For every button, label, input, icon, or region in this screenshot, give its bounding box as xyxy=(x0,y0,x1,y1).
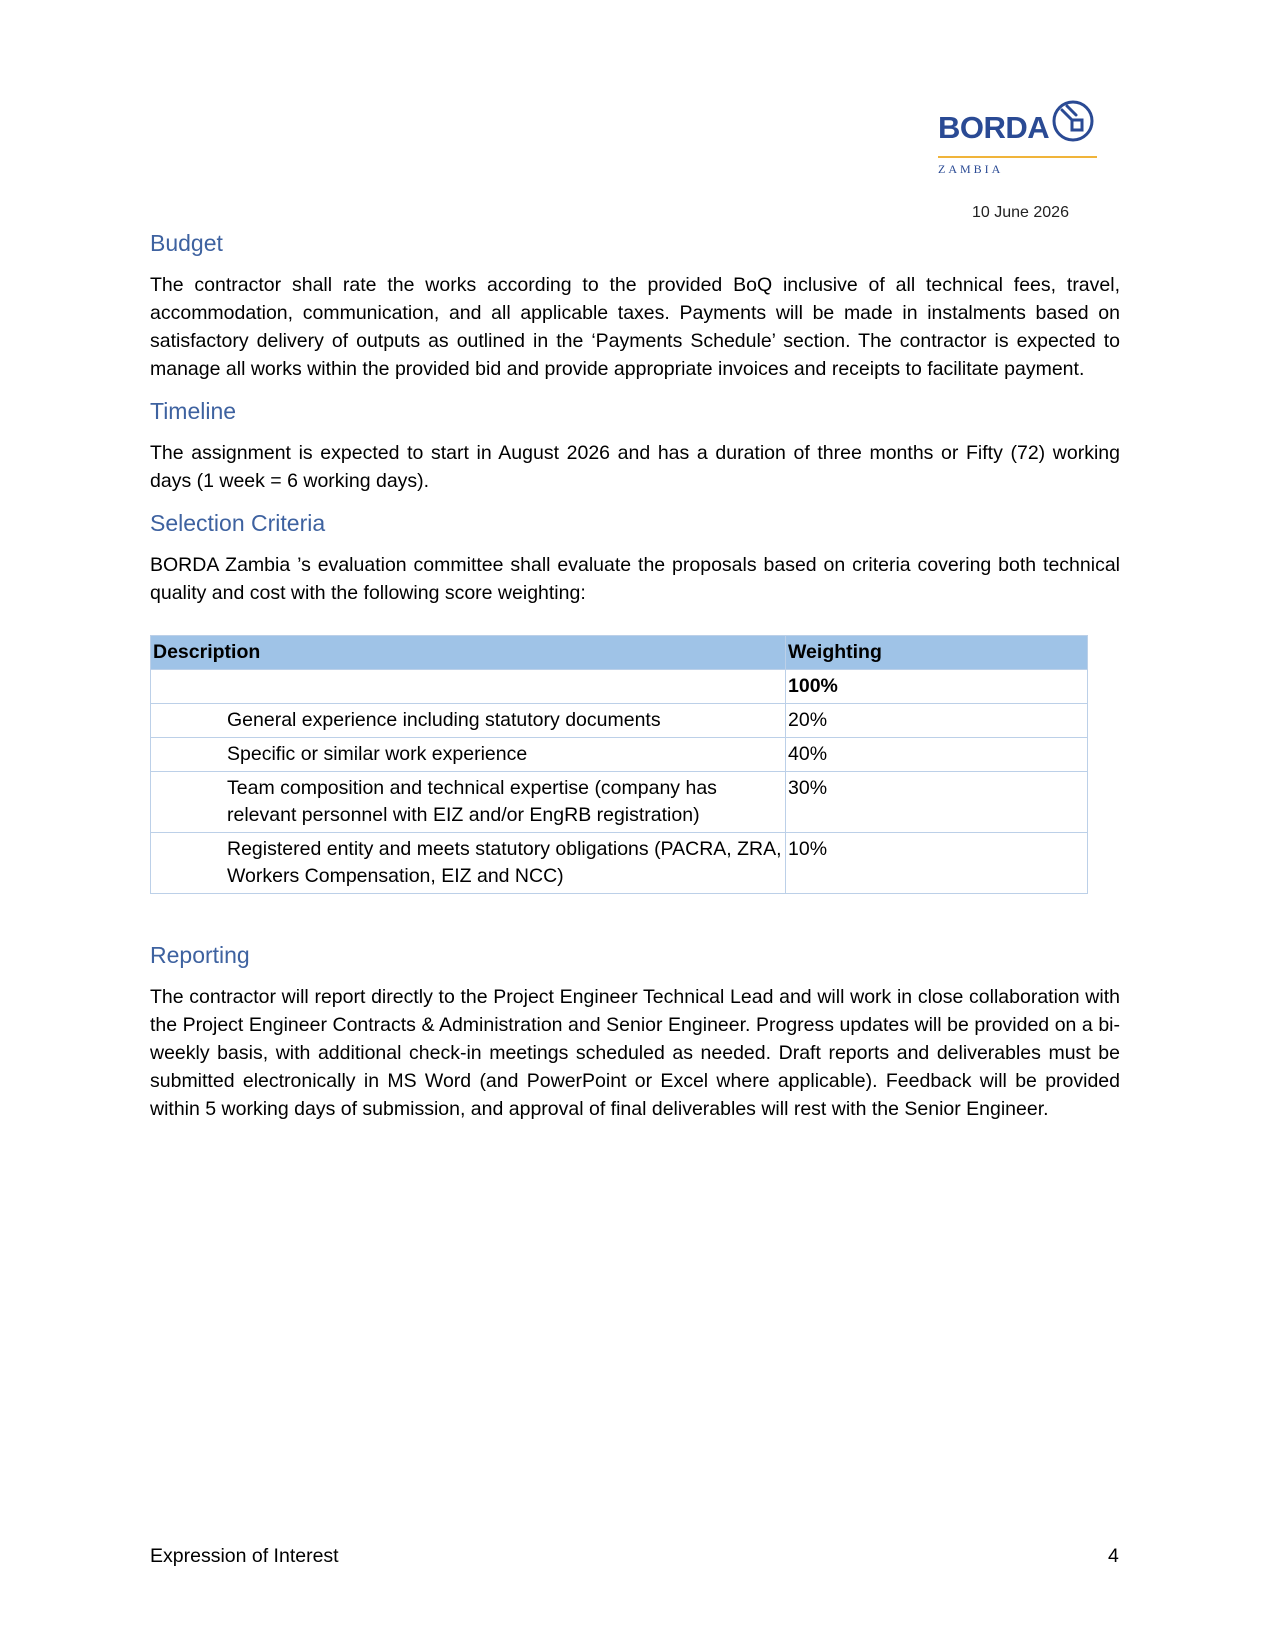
budget-heading: Budget xyxy=(150,230,223,256)
logo-wordmark: BORDA xyxy=(938,110,1050,145)
criterion-weighting: 10% xyxy=(786,833,1088,894)
selection-criteria-paragraph: BORDA Zambia ’s evaluation committee shall evaluate the proposals based on criteria covering both technical quality and cost with the following score weighting: xyxy=(150,554,1120,604)
table-total-row xyxy=(151,670,1088,704)
budget-paragraph: The contractor shall rate the works according to the provided BoQ inclusive of all technical fees, travel, accommodation, communication, and all applicable taxes. Payments will be made in instalments based on satisfactory delivery of outputs as outlined in the ‘Payments Schedule’ section. The contractor is expected to manage all works within the provided bid and provide appropriate invoices and receipts to facilitate payment. xyxy=(150,274,1120,380)
page-content xyxy=(150,226,1120,1134)
total-weighting: 100% xyxy=(786,670,1088,704)
footer-title: Expression of Interest xyxy=(150,1545,339,1567)
criterion-description: Registered entity and meets statutory obligations (PACRA, ZRA, Workers Compensation, EIZ and NCC) xyxy=(151,833,786,894)
criterion-weighting: 30% xyxy=(786,772,1088,833)
logo-subtitle: ZAMBIA xyxy=(938,162,1004,176)
criterion-description: Specific or similar work experience xyxy=(151,738,786,772)
table-header-row xyxy=(151,636,1088,670)
timeline-paragraph: The assignment is expected to start in August 2026 and has a duration of three months or Fifty (72) working days (1 week = 6 working days). xyxy=(150,442,1120,492)
selection-criteria-heading: Selection Criteria xyxy=(150,510,326,536)
document-date: 10 June 2026 xyxy=(972,204,1069,221)
criterion-weighting: 20% xyxy=(786,704,1088,738)
table-row xyxy=(151,704,1088,738)
reporting-heading: Reporting xyxy=(150,942,250,968)
weighting-column-header: Weighting xyxy=(786,636,1088,670)
table-row xyxy=(151,738,1088,772)
table-cell-empty xyxy=(151,670,786,704)
table-row xyxy=(151,833,1088,894)
logo-divider xyxy=(938,156,1097,158)
description-column-header: Description xyxy=(151,636,786,670)
timeline-heading: Timeline xyxy=(150,398,237,424)
criterion-description: Team composition and technical expertise (company has relevant personnel with EIZ and/or EngRB registration) xyxy=(151,772,786,833)
criterion-description: General experience including statutory documents xyxy=(151,704,786,738)
logo-emblem-icon xyxy=(1050,98,1096,144)
reporting-paragraph: The contractor will report directly to the Project Engineer Technical Lead and will work in close collaboration with the Project Engineer Contracts & Administration and Senior Engineer. Progress updates will be provided on a bi-weekly basis, with additional check-in meetings scheduled as needed. Draft reports and deliverables must be submitted electronically in MS Word (and PowerPoint or Excel where applicable). Feedback will be provided within 5 working days of submission, and approval of final deliverables will rest with the Senior Engineer. xyxy=(150,986,1120,1120)
weighting-table xyxy=(150,635,1088,894)
page-number: 4 xyxy=(1108,1545,1119,1567)
criterion-weighting: 40% xyxy=(786,738,1088,772)
borda-logo xyxy=(938,96,1108,186)
table-row xyxy=(151,772,1088,833)
